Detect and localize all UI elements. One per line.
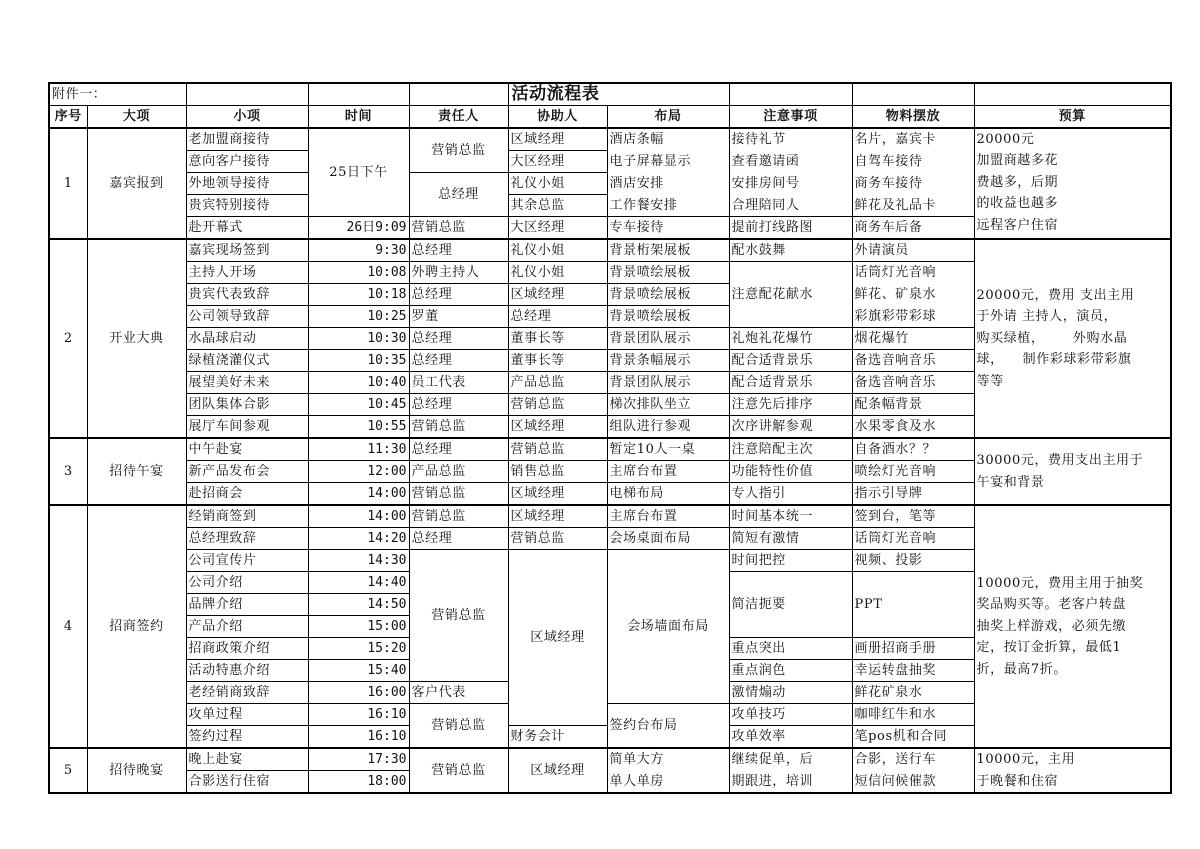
- cell-layout: 酒店安排: [607, 173, 729, 195]
- cell-time: 16:00: [308, 682, 409, 704]
- cell-owner: 产品总监: [409, 461, 508, 483]
- cell-layout: 主席台布置: [607, 505, 729, 528]
- cell-budget: 20000元，费用 支出主用 于外请 主持人，演员， 购买绿植， 外购水晶 球， 制作彩球彩带彩旗 等等: [974, 239, 1171, 438]
- cell-notes: 重点润色: [729, 660, 852, 682]
- cell-subitem: 公司介绍: [186, 572, 308, 594]
- cell-time: 10:35: [308, 350, 409, 372]
- cell-materials: 视频、投影: [852, 550, 974, 572]
- cell-time: 14:00: [308, 505, 409, 528]
- cell-time: 10:08: [308, 262, 409, 284]
- cell-layout: 工作餐安排: [607, 195, 729, 217]
- cell-subitem: 贵宾特别接待: [186, 195, 308, 217]
- cell-time: 25日下午: [308, 128, 409, 217]
- cell-materials: 备选音响音乐: [852, 350, 974, 372]
- cell-notes: 查看邀请函: [729, 151, 852, 173]
- cell-time: 10:40: [308, 372, 409, 394]
- cell-time: 10:30: [308, 328, 409, 350]
- cell-time: 10:45: [308, 394, 409, 416]
- cell-budget: 20000元 加盟商越多花 费越多，后期 的收益也越多 远程客户住宿: [974, 128, 1171, 239]
- cell-assistant: 营销总监: [508, 528, 607, 550]
- cell-assistant: 产品总监: [508, 372, 607, 394]
- col-header-time: 时间: [308, 106, 409, 129]
- empty-cell: [409, 83, 508, 106]
- cell-subitem: 晚上赴宴: [186, 748, 308, 771]
- cell-time: 14:30: [308, 550, 409, 572]
- cell-owner: 罗董: [409, 306, 508, 328]
- col-header-budget: 预算: [974, 106, 1171, 129]
- cell-time: 14:50: [308, 594, 409, 616]
- cell-materials: 自备酒水？？: [852, 438, 974, 461]
- cell-subitem: 赴开幕式: [186, 217, 308, 240]
- cell-time: 16:10: [308, 704, 409, 726]
- cell-layout: 背景喷绘展板: [607, 306, 729, 328]
- cell-owner: 外聘主持人: [409, 262, 508, 284]
- empty-cell: [974, 83, 1171, 106]
- col-header-assistant: 协助人: [508, 106, 607, 129]
- cell-layout: 背景喷绘展板: [607, 284, 729, 306]
- col-header-layout: 布局: [607, 106, 729, 129]
- cell-assistant: 区域经理: [508, 505, 607, 528]
- cell-materials: 指示引导牌: [852, 483, 974, 506]
- cell-notes: 攻单技巧: [729, 704, 852, 726]
- cell-subitem: 活动特惠介绍: [186, 660, 308, 682]
- cell-owner: 总经理: [409, 239, 508, 262]
- col-header-notes: 注意事项: [729, 106, 852, 129]
- cell-time: 16:10: [308, 726, 409, 749]
- cell-category: 开业大典: [87, 239, 186, 438]
- cell-layout: 暂定10人一桌: [607, 438, 729, 461]
- cell-no: 1: [49, 128, 87, 239]
- cell-materials: 幸运转盘抽奖: [852, 660, 974, 682]
- cell-owner: 客户代表: [409, 682, 508, 704]
- cell-subitem: 攻单过程: [186, 704, 308, 726]
- cell-materials: 鲜花矿泉水: [852, 682, 974, 704]
- cell-subitem: 招商政策介绍: [186, 638, 308, 660]
- cell-materials: 话筒灯光音响: [852, 262, 974, 284]
- cell-layout: 背景条幅展示: [607, 350, 729, 372]
- cell-materials: 商务车后备: [852, 217, 974, 240]
- cell-layout: 酒店条幅: [607, 128, 729, 151]
- cell-subitem: 嘉宾现场签到: [186, 239, 308, 262]
- cell-layout: 会场墙面布局: [607, 550, 729, 704]
- cell-subitem: 老经销商致辞: [186, 682, 308, 704]
- cell-materials: 鲜花、矿泉水: [852, 284, 974, 306]
- cell-materials: 合影，送行车 短信问候催款: [852, 748, 974, 793]
- cell-owner: 总经理: [409, 173, 508, 217]
- cell-assistant: 区域经理: [508, 416, 607, 439]
- cell-owner: 总经理: [409, 284, 508, 306]
- cell-layout: 组队进行参观: [607, 416, 729, 439]
- cell-subitem: 新产品发布会: [186, 461, 308, 483]
- cell-no: 5: [49, 748, 87, 793]
- cell-assistant: 财务会计: [508, 726, 607, 749]
- cell-layout: 签约台布局: [607, 704, 729, 749]
- cell-assistant: 董事长等: [508, 350, 607, 372]
- cell-notes: 注意配花献水: [729, 262, 852, 328]
- cell-subitem: 经销商签到: [186, 505, 308, 528]
- cell-notes: 时间把控: [729, 550, 852, 572]
- cell-subitem: 团队集体合影: [186, 394, 308, 416]
- cell-time: 17:30: [308, 748, 409, 771]
- cell-owner: 营销总监: [409, 704, 508, 749]
- cell-assistant: 总经理: [508, 306, 607, 328]
- cell-materials: PPT: [852, 572, 974, 638]
- cell-layout: 背景团队展示: [607, 372, 729, 394]
- cell-subitem: 外地领导接待: [186, 173, 308, 195]
- col-header-owner: 责任人: [409, 106, 508, 129]
- cell-no: 4: [49, 505, 87, 748]
- cell-materials: 水果零食及水: [852, 416, 974, 439]
- cell-owner: 总经理: [409, 394, 508, 416]
- cell-subitem: 公司领导致辞: [186, 306, 308, 328]
- cell-layout: 背景喷绘展板: [607, 262, 729, 284]
- cell-owner: 总经理: [409, 328, 508, 350]
- cell-subitem: 贵宾代表致辞: [186, 284, 308, 306]
- cell-notes: 简洁扼要: [729, 572, 852, 638]
- cell-notes: 功能特性价值: [729, 461, 852, 483]
- cell-assistant: 礼仪小姐: [508, 173, 607, 195]
- cell-layout: 梯次排队坐立: [607, 394, 729, 416]
- cell-materials: 彩旗彩带彩球: [852, 306, 974, 328]
- activity-schedule-table: [48, 82, 1172, 794]
- cell-notes: 注意陪配主次: [729, 438, 852, 461]
- cell-budget: 10000元，主用 于晚餐和住宿: [974, 748, 1171, 793]
- cell-subitem: 老加盟商接待: [186, 128, 308, 151]
- cell-notes: 合理陪同人: [729, 195, 852, 217]
- cell-subitem: 赴招商会: [186, 483, 308, 506]
- cell-subitem: 水晶球启动: [186, 328, 308, 350]
- cell-materials: 配条幅背景: [852, 394, 974, 416]
- cell-owner: 营销总监: [409, 416, 508, 439]
- cell-owner: 员工代表: [409, 372, 508, 394]
- cell-layout: 电梯布局: [607, 483, 729, 506]
- empty-cell: [852, 83, 974, 106]
- cell-layout: 专车接待: [607, 217, 729, 240]
- cell-assistant: 区域经理: [508, 748, 607, 793]
- cell-owner: 总经理: [409, 438, 508, 461]
- cell-category: 招待午宴: [87, 438, 186, 505]
- col-header-no: 序号: [49, 106, 87, 129]
- cell-category: 招商签约: [87, 505, 186, 748]
- cell-time: 14:40: [308, 572, 409, 594]
- cell-time: 14:20: [308, 528, 409, 550]
- cell-time: 12:00: [308, 461, 409, 483]
- cell-subitem: 绿植浇灌仪式: [186, 350, 308, 372]
- cell-materials: 话筒灯光音响: [852, 528, 974, 550]
- cell-materials: 咖啡红牛和水: [852, 704, 974, 726]
- cell-subitem: 中午赴宴: [186, 438, 308, 461]
- cell-time: 26日9:09: [308, 217, 409, 240]
- empty-cell: [729, 83, 852, 106]
- cell-assistant: 董事长等: [508, 328, 607, 350]
- cell-notes: 接待礼节: [729, 128, 852, 151]
- cell-subitem: 意向客户接待: [186, 151, 308, 173]
- cell-assistant: 大区经理: [508, 217, 607, 240]
- cell-notes: 配合适背景乐: [729, 350, 852, 372]
- cell-notes: 配水鼓舞: [729, 239, 852, 262]
- cell-layout: 会场桌面布局: [607, 528, 729, 550]
- cell-time: 11:30: [308, 438, 409, 461]
- cell-notes: 次序讲解参观: [729, 416, 852, 439]
- cell-notes: 时间基本统一: [729, 505, 852, 528]
- cell-time: 10:25: [308, 306, 409, 328]
- cell-budget: 30000元，费用支出主用于 午宴和背景: [974, 438, 1171, 505]
- cell-notes: 提前打线路图: [729, 217, 852, 240]
- cell-time: 14:00: [308, 483, 409, 506]
- cell-layout: 背景桁架展板: [607, 239, 729, 262]
- cell-time: 15:00: [308, 616, 409, 638]
- cell-time: 10:18: [308, 284, 409, 306]
- cell-assistant: 区域经理: [508, 128, 607, 151]
- cell-assistant: 礼仪小姐: [508, 262, 607, 284]
- empty-cell: [308, 83, 409, 106]
- cell-materials: 画册招商手册: [852, 638, 974, 660]
- cell-layout: 简单大方 单人单房: [607, 748, 729, 793]
- cell-materials: 名片，嘉宾卡: [852, 128, 974, 151]
- cell-materials: 商务车接待: [852, 173, 974, 195]
- cell-subitem: 产品介绍: [186, 616, 308, 638]
- cell-budget: 10000元，费用主用于抽奖 奖品购买等。老客户转盘 抽奖上样游戏，必须先缴 定，按订金折算，最低1 折，最高7折。: [974, 505, 1171, 748]
- cell-materials: 烟花爆竹: [852, 328, 974, 350]
- cell-notes: 礼炮礼花爆竹: [729, 328, 852, 350]
- cell-owner: 营销总监: [409, 483, 508, 506]
- cell-owner: 营销总监: [409, 505, 508, 528]
- cell-materials: 外请演员: [852, 239, 974, 262]
- cell-subitem: 展望美好未来: [186, 372, 308, 394]
- cell-subitem: 总经理致辞: [186, 528, 308, 550]
- cell-notes: 激情煽动: [729, 682, 852, 704]
- attachment-label: 附件一：: [49, 83, 186, 106]
- cell-materials: 备选音响音乐: [852, 372, 974, 394]
- cell-subitem: 展厅车间参观: [186, 416, 308, 439]
- cell-owner: 营销总监: [409, 748, 508, 793]
- cell-notes: 攻单效率: [729, 726, 852, 749]
- cell-assistant: 区域经理: [508, 550, 607, 726]
- cell-subitem: 合影送行住宿: [186, 771, 308, 794]
- cell-owner: 营销总监: [409, 217, 508, 240]
- cell-subitem: 签约过程: [186, 726, 308, 749]
- cell-assistant: 销售总监: [508, 461, 607, 483]
- cell-materials: 笔pos机和合同: [852, 726, 974, 749]
- cell-notes: 注意先后排序: [729, 394, 852, 416]
- cell-subitem: 公司宣传片: [186, 550, 308, 572]
- cell-assistant: 区域经理: [508, 284, 607, 306]
- cell-materials: 自驾车接待: [852, 151, 974, 173]
- cell-assistant: 区域经理: [508, 483, 607, 506]
- cell-time: 18:00: [308, 771, 409, 794]
- cell-notes: 专人指引: [729, 483, 852, 506]
- cell-owner: 总经理: [409, 528, 508, 550]
- col-header-subitem: 小项: [186, 106, 308, 129]
- cell-assistant: 营销总监: [508, 394, 607, 416]
- cell-notes: 继续促单，后 期跟进，培训: [729, 748, 852, 793]
- cell-layout: 电子屏幕显示: [607, 151, 729, 173]
- cell-layout: 主席台布置: [607, 461, 729, 483]
- cell-assistant: 大区经理: [508, 151, 607, 173]
- cell-assistant: 其余总监: [508, 195, 607, 217]
- cell-notes: 安排房间号: [729, 173, 852, 195]
- cell-notes: 重点突出: [729, 638, 852, 660]
- table-title: 活动流程表: [508, 83, 729, 106]
- cell-time: 9:30: [308, 239, 409, 262]
- cell-time: 15:20: [308, 638, 409, 660]
- cell-notes: 简短有激情: [729, 528, 852, 550]
- cell-subitem: 主持人开场: [186, 262, 308, 284]
- cell-time: 15:40: [308, 660, 409, 682]
- cell-assistant: 营销总监: [508, 438, 607, 461]
- cell-owner: 营销总监: [409, 128, 508, 173]
- cell-subitem: 品牌介绍: [186, 594, 308, 616]
- cell-no: 3: [49, 438, 87, 505]
- cell-layout: 背景团队展示: [607, 328, 729, 350]
- cell-notes: 配合适背景乐: [729, 372, 852, 394]
- cell-owner: 总经理: [409, 350, 508, 372]
- cell-no: 2: [49, 239, 87, 438]
- cell-category: 嘉宾报到: [87, 128, 186, 239]
- cell-materials: 签到台，笔等: [852, 505, 974, 528]
- cell-assistant: 礼仪小姐: [508, 239, 607, 262]
- col-header-materials: 物料摆放: [852, 106, 974, 129]
- cell-category: 招待晚宴: [87, 748, 186, 793]
- empty-cell: [186, 83, 308, 106]
- col-header-category: 大项: [87, 106, 186, 129]
- cell-materials: 喷绘灯光音响: [852, 461, 974, 483]
- cell-owner: 营销总监: [409, 550, 508, 682]
- cell-time: 10:55: [308, 416, 409, 439]
- cell-materials: 鲜花及礼品卡: [852, 195, 974, 217]
